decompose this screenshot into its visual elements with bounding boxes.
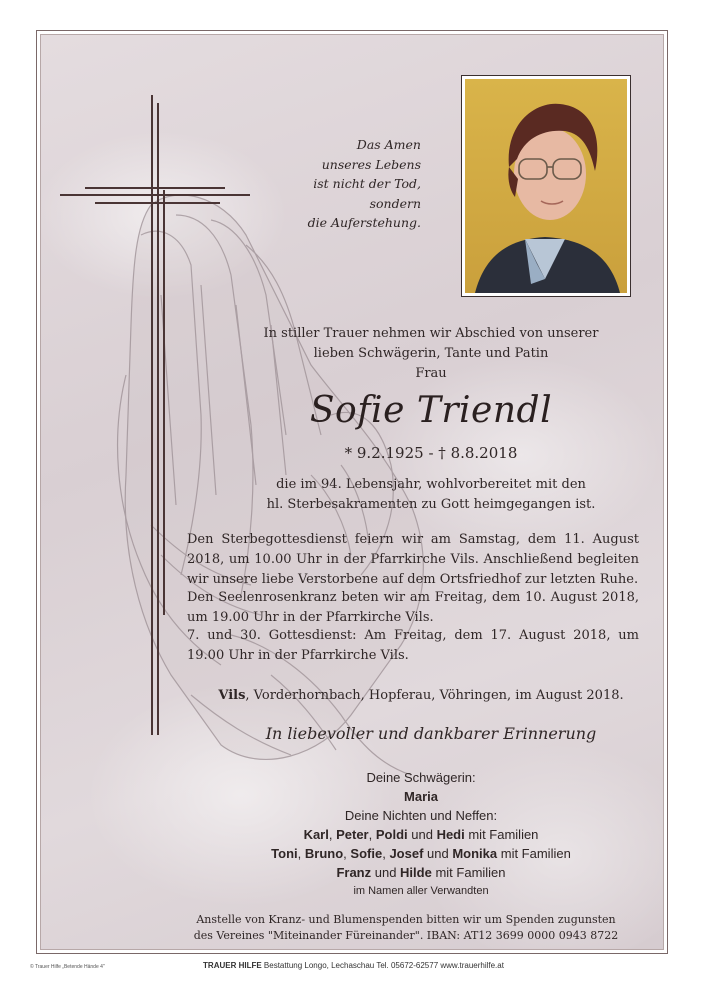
family-suffix: mit Familien bbox=[497, 846, 571, 861]
family-row-2: Toni, Bruno, Sofie, Josef und Monika mit Familien bbox=[271, 846, 571, 861]
place-rest: , Vorderhornbach, Hopferau, Vöhringen, im August 2018. bbox=[245, 688, 624, 703]
funeral-service-paragraph: Den Sterbegottesdienst feiern wir am Samstag, dem 11. August 2018, um 10.00 Uhr in der Pfarrkirche Vils. Anschließend begleiten wir unsere liebe Verstorbene auf dem Ortsfriedhof zur letzten Ruhe. bbox=[187, 532, 639, 587]
relatives-line: im Namen aller Verwandten bbox=[353, 885, 489, 897]
life-dates: * 9.2.1925 - † 8.8.2018 bbox=[344, 444, 518, 462]
family-name: Poldi bbox=[375, 827, 408, 842]
nieces-label: Deine Nichten und Neffen: bbox=[344, 808, 498, 823]
intro-title: Frau bbox=[415, 366, 447, 381]
family-name: Sofie bbox=[350, 846, 383, 861]
family-name: Josef bbox=[389, 846, 424, 861]
family-name: Karl bbox=[303, 827, 329, 842]
family-row-3: Franz und Hilde mit Familien bbox=[336, 865, 506, 880]
publisher-credit bbox=[0, 960, 707, 972]
family-name: Monika bbox=[452, 846, 498, 861]
family-list bbox=[201, 768, 641, 901]
life-line-2: hl. Sterbesakramenten zu Gott heimgegangen ist. bbox=[266, 497, 596, 512]
memory-heading: In liebevoller und dankbarer Erinnerung bbox=[265, 724, 597, 743]
publisher-brand: TRAUER HILFE bbox=[203, 961, 262, 970]
obituary-card bbox=[36, 30, 668, 954]
donation-line-1: Anstelle von Kranz- und Blumenspenden bitten wir um Spenden zugunsten bbox=[196, 913, 616, 926]
deceased-name: Sofie Triendl bbox=[309, 390, 553, 431]
place-town: Vils bbox=[218, 688, 246, 703]
intro-text bbox=[241, 324, 621, 384]
place-and-date bbox=[201, 686, 641, 706]
family-suffix: mit Familien bbox=[464, 827, 539, 842]
sisters-in-law-label: Deine Schwägerin: bbox=[366, 770, 476, 785]
family-name: Hilde bbox=[400, 865, 432, 880]
family-suffix: mit Familien bbox=[431, 865, 506, 880]
family-name: Hedi bbox=[436, 827, 465, 842]
intro-line-2: lieben Schwägerin, Tante und Patin bbox=[313, 346, 549, 361]
life-line-1: die im 94. Lebensjahr, wohlvorbereitet mit den bbox=[276, 477, 586, 492]
obituary-background bbox=[40, 34, 664, 950]
donation-line-2: des Vereines "Miteinander Füreinander". IBAN: AT12 3699 0000 0943 8722 bbox=[193, 929, 619, 942]
family-row-1: Karl, Peter, Poldi und Hedi mit Familien bbox=[303, 827, 539, 842]
intro-line-1: In stiller Trauer nehmen wir Abschied von unserer bbox=[263, 326, 599, 341]
sister-in-law-name: Maria bbox=[404, 789, 438, 804]
donation-note bbox=[171, 912, 641, 944]
family-name: Peter bbox=[336, 827, 369, 842]
portrait-image bbox=[465, 79, 627, 293]
memorial-service-paragraph: 7. und 30. Gottesdienst: Am Freitag, dem 17. August 2018, um 19.00 Uhr in der Pfarrkirche Vils. bbox=[187, 628, 639, 663]
publisher-details: Bestattung Longo, Lechaschau Tel. 05672-62577 www.trauerhilfe.at bbox=[261, 961, 504, 970]
family-name: Toni bbox=[271, 846, 298, 861]
family-name: Franz bbox=[336, 865, 372, 880]
portrait-photo bbox=[461, 75, 631, 297]
rosary-paragraph: Den Seelenrosenkranz beten wir am Freitag, dem 10. August 2018, um 19.00 Uhr in der Pfarrkirche Vils. bbox=[187, 590, 639, 625]
quote-text: Das Amen unseres Lebens ist nicht der Tod, sondern die Auferstehung. bbox=[307, 137, 421, 230]
life-text bbox=[241, 475, 621, 515]
image-credit: © Trauer Hilfe „Betende Hände 4" bbox=[30, 964, 105, 970]
family-name: Bruno bbox=[304, 846, 344, 861]
